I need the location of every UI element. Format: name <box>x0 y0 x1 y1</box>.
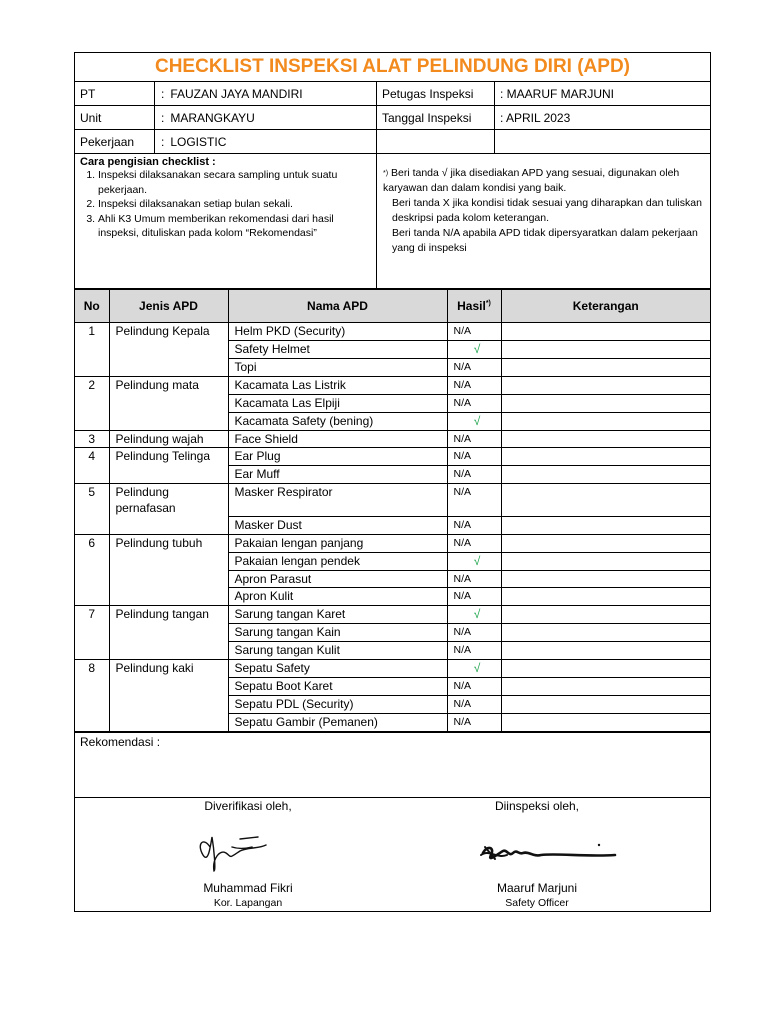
check-mark-icon: √ <box>473 553 481 568</box>
cell-no <box>75 340 109 358</box>
instructions-notes <box>377 154 710 288</box>
cell-jenis <box>109 516 228 534</box>
note-text: Beri tanda √ jika disediakan APD yang sesuai, digunakan oleh karyawan dan dalam kondisi yang baik. <box>383 167 680 194</box>
header-no: No <box>75 290 109 323</box>
cell-hasil[interactable]: N/A <box>447 588 501 606</box>
petugas-label: Petugas Inspeksi <box>377 82 495 106</box>
cell-nama: Sepatu Safety <box>228 660 447 678</box>
cell-nama: Ear Muff <box>228 466 447 484</box>
cell-keterangan[interactable] <box>501 695 710 713</box>
colon: : <box>161 87 165 101</box>
cell-jenis <box>109 412 228 430</box>
table-row <box>75 412 710 430</box>
table-row <box>75 713 710 731</box>
signature-icon <box>148 819 348 881</box>
cell-nama: Apron Kulit <box>228 588 447 606</box>
cell-jenis <box>109 552 228 570</box>
cell-hasil[interactable]: N/A <box>447 394 501 412</box>
pt-label: PT <box>75 82 155 106</box>
table-row <box>75 466 710 484</box>
cell-hasil[interactable] <box>447 552 501 570</box>
table-row <box>75 358 710 376</box>
table-row <box>75 394 710 412</box>
check-mark-icon: √ <box>473 341 481 356</box>
cell-nama: Face Shield <box>228 430 447 448</box>
cell-no <box>75 695 109 713</box>
cell-nama: Sepatu Gambir (Pemanen) <box>228 713 447 731</box>
inspector-label: Diinspeksi oleh, <box>494 798 580 813</box>
cell-hasil[interactable]: N/A <box>447 695 501 713</box>
table-row <box>75 678 710 696</box>
cell-jenis <box>109 695 228 713</box>
cell-jenis <box>109 624 228 642</box>
cell-no: 6 <box>75 534 109 552</box>
cell-nama: Masker Dust <box>228 516 447 534</box>
cell-keterangan[interactable] <box>501 430 710 448</box>
header-hasil-label: Hasil <box>457 299 486 313</box>
cell-nama: Sepatu PDL (Security) <box>228 695 447 713</box>
colon: : <box>161 135 165 149</box>
cell-keterangan[interactable] <box>501 552 710 570</box>
cell-jenis <box>109 358 228 376</box>
instruction-step: 3. Ahli K3 Umum memberikan rekomendasi dari hasil inspeksi, dituliskan pada kolom “Rekomendasi” <box>98 212 371 241</box>
cell-no: 2 <box>75 376 109 394</box>
instructions-heading: Cara pengisian checklist : <box>80 156 216 168</box>
cell-hasil[interactable] <box>447 606 501 624</box>
cell-hasil[interactable]: N/A <box>447 678 501 696</box>
cell-nama: Kacamata Las Listrik <box>228 376 447 394</box>
cell-hasil[interactable] <box>447 340 501 358</box>
table-row <box>75 642 710 660</box>
unit-name: MARANGKAYU <box>170 111 255 125</box>
cell-no <box>75 570 109 588</box>
cell-jenis <box>109 570 228 588</box>
pt-value <box>155 82 377 106</box>
unit-label: Unit <box>75 106 155 130</box>
cell-jenis <box>109 394 228 412</box>
cell-nama: Pakaian lengan panjang <box>228 534 447 552</box>
cell-keterangan[interactable] <box>501 606 710 624</box>
cell-no: 4 <box>75 448 109 466</box>
cell-hasil[interactable]: N/A <box>447 323 501 341</box>
cell-jenis <box>109 340 228 358</box>
tanggal-label: Tanggal Inspeksi <box>377 106 495 130</box>
check-mark-icon: √ <box>473 413 481 428</box>
cell-hasil[interactable]: N/A <box>447 466 501 484</box>
apd-body <box>75 323 710 732</box>
table-row <box>75 516 710 534</box>
header-hasil <box>447 290 501 323</box>
cell-nama: Masker Respirator <box>228 484 447 517</box>
verifier-signature <box>148 819 348 881</box>
cell-no <box>75 588 109 606</box>
cell-keterangan[interactable] <box>501 340 710 358</box>
signature-icon <box>437 819 637 881</box>
cell-nama: Sarung tangan Kulit <box>228 642 447 660</box>
cell-jenis <box>109 588 228 606</box>
table-row <box>75 323 710 341</box>
cell-keterangan[interactable] <box>501 660 710 678</box>
header-keterangan: Keterangan <box>501 290 710 323</box>
cell-keterangan[interactable] <box>501 624 710 642</box>
info-grid <box>75 82 710 154</box>
empty-cell <box>377 130 495 154</box>
rekomendasi-label: Rekomendasi : <box>80 734 161 749</box>
cell-nama: Sarung tangan Karet <box>228 606 447 624</box>
cell-keterangan[interactable] <box>501 484 710 517</box>
cell-jenis <box>109 466 228 484</box>
petugas-value: : MAARUF MARJUNI <box>495 82 710 106</box>
instruction-step: 1. Inspeksi dilaksanakan secara sampling untuk suatu pekerjaan. <box>98 168 371 197</box>
pekerjaan-label: Pekerjaan <box>75 130 155 154</box>
cell-no <box>75 466 109 484</box>
cell-hasil[interactable] <box>447 412 501 430</box>
instructions-steps <box>75 154 377 288</box>
inspector-block <box>437 799 637 909</box>
cell-no <box>75 624 109 642</box>
note-1 <box>383 166 702 196</box>
table-row <box>75 484 710 517</box>
cell-hasil[interactable]: N/A <box>447 358 501 376</box>
cell-nama: Pakaian lengan pendek <box>228 552 447 570</box>
cell-no <box>75 412 109 430</box>
table-row <box>75 552 710 570</box>
cell-jenis: Pelindung kaki <box>109 660 228 678</box>
inspector-name: Maaruf Marjuni <box>496 880 578 895</box>
cell-nama: Ear Plug <box>228 448 447 466</box>
cell-nama: Kacamata Safety (bening) <box>228 412 447 430</box>
cell-no <box>75 552 109 570</box>
unit-value <box>155 106 377 130</box>
cell-no: 1 <box>75 323 109 341</box>
cell-nama: Sepatu Boot Karet <box>228 678 447 696</box>
cell-no: 5 <box>75 484 109 517</box>
apd-table <box>75 289 710 732</box>
pekerjaan-name: LOGISTIC <box>170 135 227 149</box>
header-jenis: Jenis APD <box>109 290 228 323</box>
cell-no <box>75 516 109 534</box>
table-row <box>75 606 710 624</box>
cell-no <box>75 642 109 660</box>
cell-no: 7 <box>75 606 109 624</box>
cell-keterangan[interactable] <box>501 678 710 696</box>
cell-jenis <box>109 642 228 660</box>
cell-keterangan[interactable] <box>501 466 710 484</box>
cell-nama: Topi <box>228 358 447 376</box>
table-row <box>75 570 710 588</box>
cell-jenis: Pelindung wajah <box>109 430 228 448</box>
tanggal-value: : APRIL 2023 <box>495 106 710 130</box>
inspector-role: Safety Officer <box>505 896 569 909</box>
cell-no <box>75 713 109 731</box>
verifier-label: Diverifikasi oleh, <box>204 798 292 813</box>
signature-section <box>75 798 710 948</box>
note-2: Beri tanda X jika kondisi tidak sesuai yang diharapkan dan tuliskan deskripsi pada kolom keterangan. <box>392 197 702 224</box>
table-header <box>75 290 710 323</box>
verifier-role: Kor. Lapangan <box>213 896 283 909</box>
cell-hasil[interactable]: N/A <box>447 642 501 660</box>
cell-keterangan[interactable] <box>501 323 710 341</box>
note-marker: *) <box>383 170 389 177</box>
verifier-name: Muhammad Fikri <box>203 880 293 895</box>
cell-no <box>75 358 109 376</box>
cell-jenis: Pelindung mata <box>109 376 228 394</box>
cell-keterangan[interactable] <box>501 534 710 552</box>
cell-hasil[interactable]: N/A <box>447 534 501 552</box>
cell-keterangan[interactable] <box>501 570 710 588</box>
cell-keterangan[interactable] <box>501 713 710 731</box>
check-mark-icon: √ <box>473 607 481 622</box>
cell-nama: Apron Parasut <box>228 570 447 588</box>
cell-hasil[interactable]: N/A <box>447 484 501 517</box>
cell-jenis <box>109 713 228 731</box>
cell-hasil[interactable]: N/A <box>447 448 501 466</box>
cell-keterangan[interactable] <box>501 448 710 466</box>
cell-hasil[interactable]: N/A <box>447 430 501 448</box>
cell-nama: Helm PKD (Security) <box>228 323 447 341</box>
pekerjaan-value <box>155 130 377 154</box>
check-mark-icon: √ <box>473 661 481 676</box>
cell-keterangan[interactable] <box>501 642 710 660</box>
cell-nama: Sarung tangan Kain <box>228 624 447 642</box>
table-row <box>75 448 710 466</box>
cell-no: 3 <box>75 430 109 448</box>
note-3: Beri tanda N/A apabila APD tidak dipersyaratkan dalam pekerjaan yang di inspeksi <box>392 227 698 254</box>
cell-hasil[interactable]: N/A <box>447 376 501 394</box>
cell-keterangan[interactable] <box>501 516 710 534</box>
cell-jenis: Pelindung Kepala <box>109 323 228 341</box>
checklist-sheet <box>74 52 711 912</box>
cell-jenis: Pelindung pernafasan <box>109 484 228 517</box>
pt-name: FAUZAN JAYA MANDIRI <box>170 87 303 101</box>
cell-jenis <box>109 678 228 696</box>
cell-hasil[interactable]: N/A <box>447 624 501 642</box>
cell-jenis: Pelindung tubuh <box>109 534 228 552</box>
cell-no <box>75 678 109 696</box>
cell-hasil[interactable] <box>447 660 501 678</box>
cell-keterangan[interactable] <box>501 394 710 412</box>
inspector-signature <box>437 819 637 881</box>
cell-no: 8 <box>75 660 109 678</box>
cell-keterangan[interactable] <box>501 412 710 430</box>
table-row <box>75 430 710 448</box>
header-hasil-sup: *) <box>485 300 491 307</box>
colon: : <box>161 111 165 125</box>
empty-cell <box>495 130 710 154</box>
table-row <box>75 534 710 552</box>
rekomendasi-box <box>75 732 710 798</box>
cell-no <box>75 394 109 412</box>
table-row <box>75 624 710 642</box>
table-row <box>75 660 710 678</box>
cell-jenis: Pelindung tangan <box>109 606 228 624</box>
cell-jenis: Pelindung Telinga <box>109 448 228 466</box>
cell-keterangan[interactable] <box>501 588 710 606</box>
instruction-step: 2. Inspeksi dilaksanakan setiap bulan sekali. <box>98 197 371 212</box>
header-nama: Nama APD <box>228 290 447 323</box>
verifier-block <box>148 799 348 909</box>
cell-hasil[interactable]: N/A <box>447 713 501 731</box>
cell-keterangan[interactable] <box>501 358 710 376</box>
cell-nama: Kacamata Las Elpiji <box>228 394 447 412</box>
table-row <box>75 588 710 606</box>
cell-nama: Safety Helmet <box>228 340 447 358</box>
cell-keterangan[interactable] <box>501 376 710 394</box>
table-row <box>75 695 710 713</box>
page-title: CHECKLIST INSPEKSI ALAT PELINDUNG DIRI (APD) <box>75 53 710 82</box>
steps-list <box>80 168 371 241</box>
table-row <box>75 340 710 358</box>
cell-hasil[interactable]: N/A <box>447 516 501 534</box>
instructions <box>75 154 710 289</box>
cell-hasil[interactable]: N/A <box>447 570 501 588</box>
table-row <box>75 376 710 394</box>
